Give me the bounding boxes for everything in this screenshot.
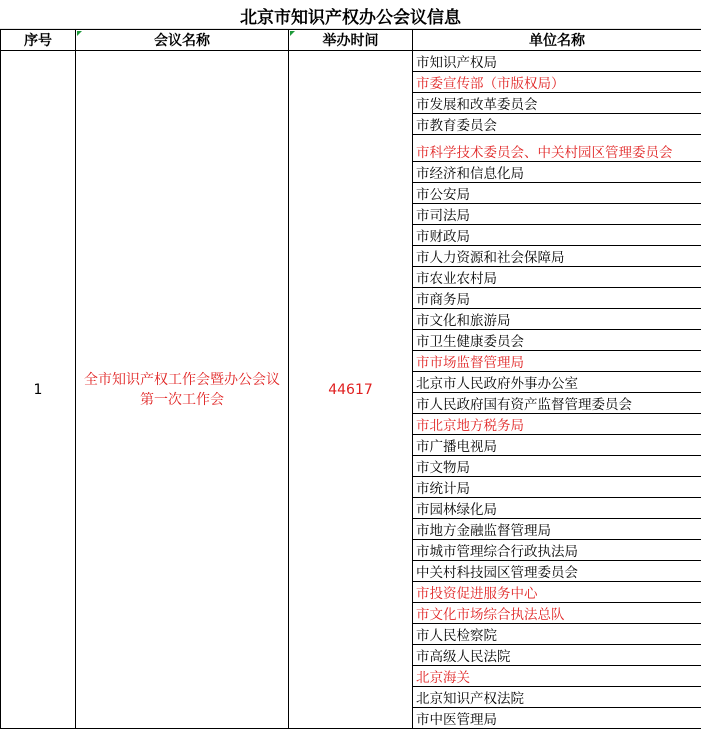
unit-name-cell[interactable]: 市投资促进服务中心 bbox=[413, 582, 701, 603]
unit-name-cell[interactable]: 市知识产权局 bbox=[413, 51, 701, 72]
unit-name-cell[interactable]: 市文物局 bbox=[413, 456, 701, 477]
header-time-cell[interactable] bbox=[289, 30, 413, 51]
unit-name-cell[interactable]: 市人民检察院 bbox=[413, 624, 701, 645]
unit-name-cell[interactable]: 市广播电视局 bbox=[413, 435, 701, 456]
unit-name-cell[interactable]: 市公安局 bbox=[413, 183, 701, 204]
unit-name-cell[interactable]: 北京知识产权法院 bbox=[413, 687, 701, 708]
unit-name-cell[interactable]: 市财政局 bbox=[413, 225, 701, 246]
unit-name-cell[interactable]: 中关村科技园区管理委员会 bbox=[413, 561, 701, 582]
unit-name-cell[interactable]: 市统计局 bbox=[413, 477, 701, 498]
header-meeting-name-label: 会议名称 bbox=[154, 33, 210, 49]
unit-name-cell[interactable]: 市市场监督管理局 bbox=[413, 351, 701, 372]
header-unit-name-cell[interactable] bbox=[413, 30, 701, 51]
unit-name-cell[interactable]: 北京市人民政府外事办公室 bbox=[413, 372, 701, 393]
unit-name-cell[interactable]: 市地方金融监督管理局 bbox=[413, 519, 701, 540]
unit-name-cell[interactable]: 市北京地方税务局 bbox=[413, 414, 701, 435]
comment-marker-icon bbox=[290, 31, 295, 36]
table-row bbox=[1, 51, 701, 72]
time-cell[interactable]: 44617 bbox=[289, 51, 413, 729]
unit-name-cell[interactable]: 市文化和旅游局 bbox=[413, 309, 701, 330]
unit-name-cell[interactable]: 市发展和改革委员会 bbox=[413, 93, 701, 114]
unit-name-cell[interactable]: 市文化市场综合执法总队 bbox=[413, 603, 701, 624]
header-time-label: 举办时间 bbox=[323, 33, 379, 49]
unit-name-cell[interactable]: 市人力资源和社会保障局 bbox=[413, 246, 701, 267]
header-row bbox=[1, 30, 701, 51]
unit-name-cell[interactable]: 市园林绿化局 bbox=[413, 498, 701, 519]
header-unit-name-label: 单位名称 bbox=[529, 33, 585, 49]
unit-name-cell[interactable]: 市科学技术委员会、中关村园区管理委员会 bbox=[413, 135, 701, 162]
unit-name-cell[interactable]: 市商务局 bbox=[413, 288, 701, 309]
header-seq-label: 序号 bbox=[24, 33, 52, 49]
unit-name-cell[interactable]: 市人民政府国有资产监督管理委员会 bbox=[413, 393, 701, 414]
unit-name-cell[interactable]: 市高级人民法院 bbox=[413, 645, 701, 666]
unit-name-cell[interactable]: 市城市管理综合行政执法局 bbox=[413, 540, 701, 561]
unit-name-cell[interactable]: 北京海关 bbox=[413, 666, 701, 687]
data-table bbox=[0, 29, 701, 729]
seq-cell[interactable]: 1 bbox=[1, 51, 76, 729]
unit-name-cell[interactable]: 市卫生健康委员会 bbox=[413, 330, 701, 351]
unit-name-cell[interactable]: 市农业农村局 bbox=[413, 267, 701, 288]
unit-name-cell[interactable]: 市经济和信息化局 bbox=[413, 162, 701, 183]
header-meeting-name-cell[interactable] bbox=[76, 30, 289, 51]
sheet-title[interactable]: 北京市知识产权办公会议信息 bbox=[0, 0, 701, 30]
unit-name-cell[interactable]: 市教育委员会 bbox=[413, 114, 701, 135]
unit-name-cell[interactable]: 市委宣传部（市版权局） bbox=[413, 72, 701, 93]
header-seq-cell[interactable] bbox=[1, 30, 76, 51]
unit-name-cell[interactable]: 市司法局 bbox=[413, 204, 701, 225]
comment-marker-icon bbox=[77, 31, 82, 36]
meeting-name-cell[interactable]: 全市知识产权工作会暨办公会议第一次工作会 bbox=[76, 51, 289, 729]
unit-name-cell[interactable]: 市中医管理局 bbox=[413, 708, 701, 729]
